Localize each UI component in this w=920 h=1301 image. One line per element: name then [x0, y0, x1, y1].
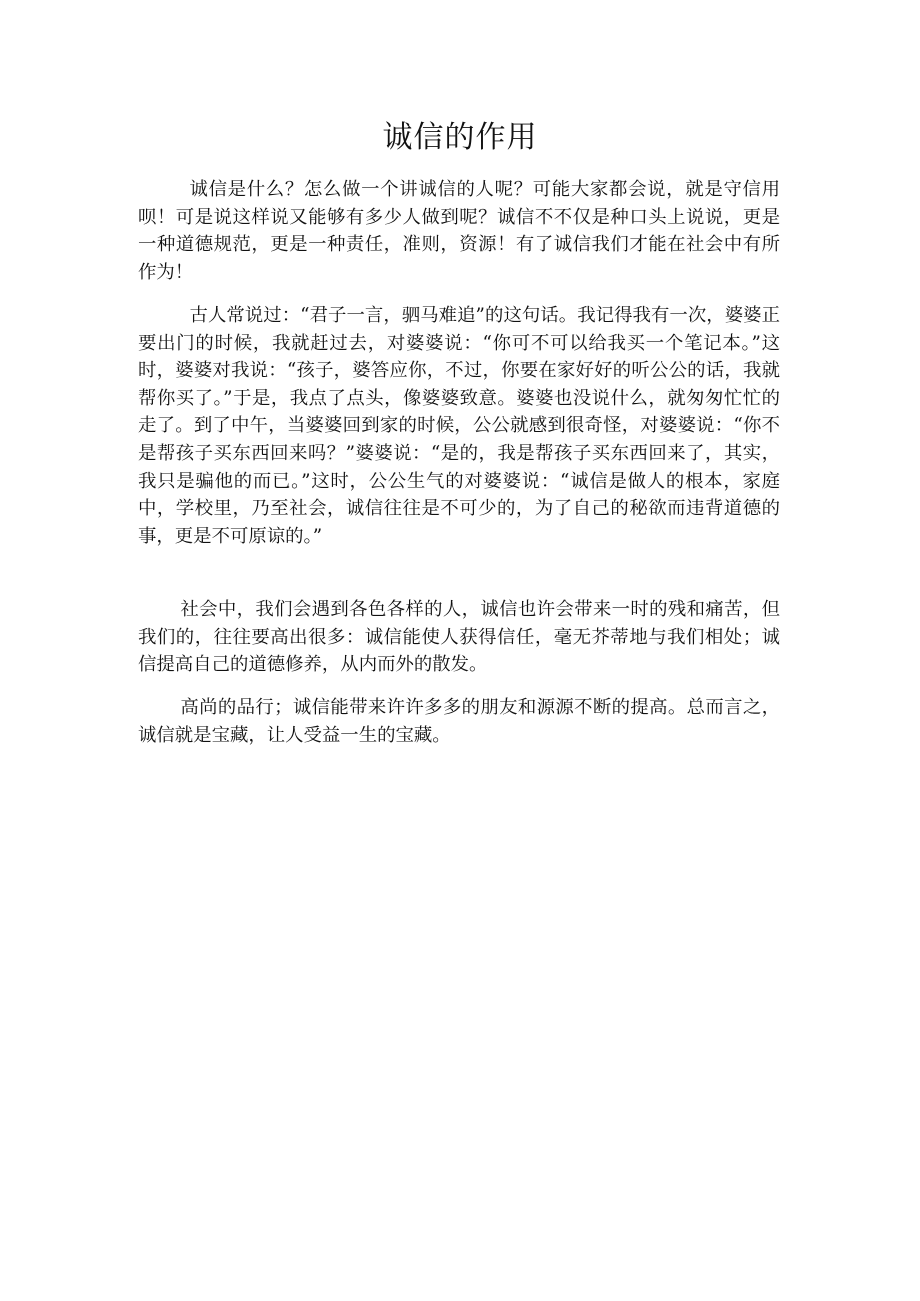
paragraph-3: 社会中，我们会遇到各色各样的人，诚信也许会带来一时的残和痛苦，但我们的，往往要高出很多：诚信能使人获得信任，毫无芥蒂地与我们相处；诚信提高自己的道德修养，从内而外的散发。	[138, 599, 780, 676]
paragraph-4: 高尚的品行；诚信能带来许许多多的朋友和源源不断的提高。总而言之，诚信就是宝藏，让人受益一生的宝藏。	[138, 697, 780, 746]
document-title: 诚信的作用	[382, 120, 538, 155]
paragraph-2: 古人常说过：“君子一言，驷马难追”的这句话。我记得我有一次，婆婆正要出门的时候，我就赶过去，对婆婆说：“你可不可以给我买一个笔记本。”这时，婆婆对我说：“孩子，婆答应你，不过，你要在家好好的听公公的话，我就帮你买了。”于是，我点了点头，像婆婆致意。婆婆也没说什么，就匆匆忙忙的走了。到了中午，当婆婆回到家的时候，公公就感到很奇怪，对婆婆说：“你不是帮孩子买东西回来吗？”婆婆说：“是的，我是帮孩子买东西回来了，其实，我只是骗他的而已。”这时，公公生气的对婆婆说：“诚信是做人的根本，家庭中，学校里，乃至社会，诚信往往是不可少的，为了自己的秘欲而违背道德的事，更是不可原谅的。”	[138, 305, 780, 547]
paragraph-1: 诚信是什么？怎么做一个讲诚信的人呢？可能大家都会说，就是守信用呗！可是说这样说又能够有多少人做到呢？诚信不不仅是种口头上说说，更是一种道德规范，更是一种责任，准则，资源！有了诚信我们才能在社会中有所作为！	[138, 179, 780, 283]
